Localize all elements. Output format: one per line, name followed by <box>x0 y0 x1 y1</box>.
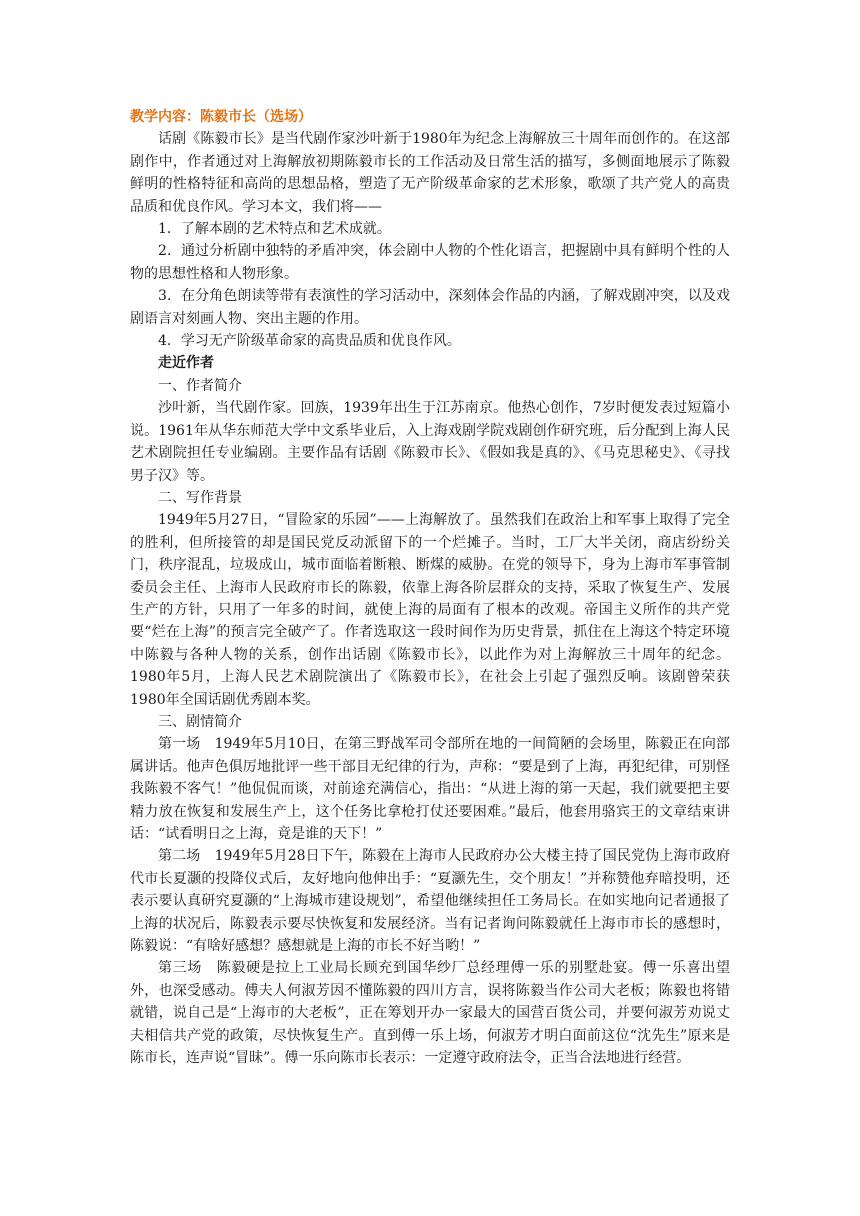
document-title: 教学内容：陈毅市长（选场） <box>130 109 312 125</box>
document-page <box>130 106 730 1069</box>
scene-paragraph-2: 第二场 1949年5月28日下午，陈毅在上海市人民政府办公大楼主持了国民党伪上海市政府代市长夏灏的投降仪式后，友好地向他伸出手：“夏灏先生，交个朋友！”并称赞他弃暗投明，还表示要认真研究夏灏的“上海城市建设规划”，希望他继续担任工务局长。在如实地向记者通报了上海的状况后，陈毅表示要尽快恢复和发展经济。当有记者询问陈毅就任上海市市长的感想时，陈毅说：“有啥好感想？感想就是上海的市长不好当哟！” <box>130 848 730 955</box>
goal-item-4: 4．学习无产阶级革命家的高贵品质和优良作风。 <box>158 333 461 350</box>
scene-paragraph-3: 第三场 陈毅硬是拉上工业局长顾充到国华纱厂总经理傅一乐的别墅赴宴。傅一乐喜出望外，也深受感动。傅夫人何淑芳因不懂陈毅的四川方言，误将陈毅当作公司大老板；陈毅也将错就错，说自己是“上海市的大老板”，正在筹划开办一家最大的国营百货公司，并要何淑芳劝说丈夫相信共产党的政策，尽快恢复生产。直到傅一乐上场，何淑芳才明白面前这位“沈先生”原来是陈市长，连声说“冒昧”。傅一乐向陈市长表示：一定遵守政府法令，正当合法地进行经营。 <box>130 960 730 1067</box>
goal-item-1: 1．了解本剧的艺术特点和艺术成就。 <box>158 221 391 238</box>
goal-item-3: 3．在分角色朗读等带有表演性的学习活动中，深刻体会作品的内涵，了解戏剧冲突，以及戏剧语言对刻画人物、突出主题的作用。 <box>130 288 730 327</box>
author-heading: 一、作者简介 <box>158 377 242 394</box>
section-heading: 走近作者 <box>158 355 214 372</box>
goal-item-2: 2．通过分析剧中独特的矛盾冲突，体会剧中人物的个性化语言，把握剧中具有鲜明个性的人物的思想性格和人物形象。 <box>130 243 730 282</box>
background-paragraph: 1949年5月27日，“冒险家的乐园”——上海解放了。虽然我们在政治上和军事上取得了完全的胜利，但所接管的却是国民党反动派留下的一个烂摊子。当时，工厂大半关闭，商店纷纷关门，秩序混乱，垃圾成山，城市面临着断粮、断煤的威胁。在党的领导下，身为上海市军事管制委员会主任、上海市人民政府市长的陈毅，依靠上海各阶层群众的支持，采取了恢复生产、发展生产的方针，只用了一年多的时间，就使上海的局面有了根本的改观。帝国主义所作的共产党要“烂在上海”的预言完全破产了。作者选取这一段时间作为历史背景，抓住在上海这个特定环境中陈毅与各种人物的关系，创作出话剧《陈毅市长》，以此作为对上海解放三十周年的纪念。1980年5月，上海人民艺术剧院演出了《陈毅市长》，在社会上引起了强烈反响。该剧曾荣获1980年全国话剧优秀剧本奖。 <box>130 512 730 708</box>
plot-heading: 三、剧情简介 <box>158 713 242 730</box>
background-heading: 二、写作背景 <box>158 489 242 506</box>
author-paragraph: 沙叶新，当代剧作家。回族，1939年出生于江苏南京。他热心创作，7岁时便发表过短篇小说。1961年从华东师范大学中文系毕业后，入上海戏剧学院戏剧创作研究班，后分配到上海人民艺术剧院担任专业编剧。主要作品有话剧《陈毅市长》、《假如我是真的》、《马克思秘史》、《寻找男子汉》等。 <box>130 400 730 484</box>
intro-paragraph: 话剧《陈毅市长》是当代剧作家沙叶新于1980年为纪念上海解放三十周年而创作的。在这部剧作中，作者通过对上海解放初期陈毅市长的工作活动及日常生活的描写，多侧面地展示了陈毅鲜明的性格特征和高尚的思想品格，塑造了无产阶级革命家的艺术形象，歌颂了共产党人的高贵品质和优良作风。学习本文，我们将—— <box>130 131 730 215</box>
scene-paragraph-1: 第一场 1949年5月10日，在第三野战军司令部所在地的一间简陋的会场里，陈毅正在向部属讲话。他声色俱厉地批评一些干部目无纪律的行为，声称：“要是到了上海，再犯纪律，可别怪我陈毅不客气！”他侃侃而谈，对前途充满信心，指出：“从进上海的第一天起，我们就要把主要精力放在恢复和发展生产上，这个任务比拿枪打仗还要困难。”最后，他套用骆宾王的文章结束讲话：“试看明日之上海，竟是谁的天下！” <box>130 736 730 842</box>
